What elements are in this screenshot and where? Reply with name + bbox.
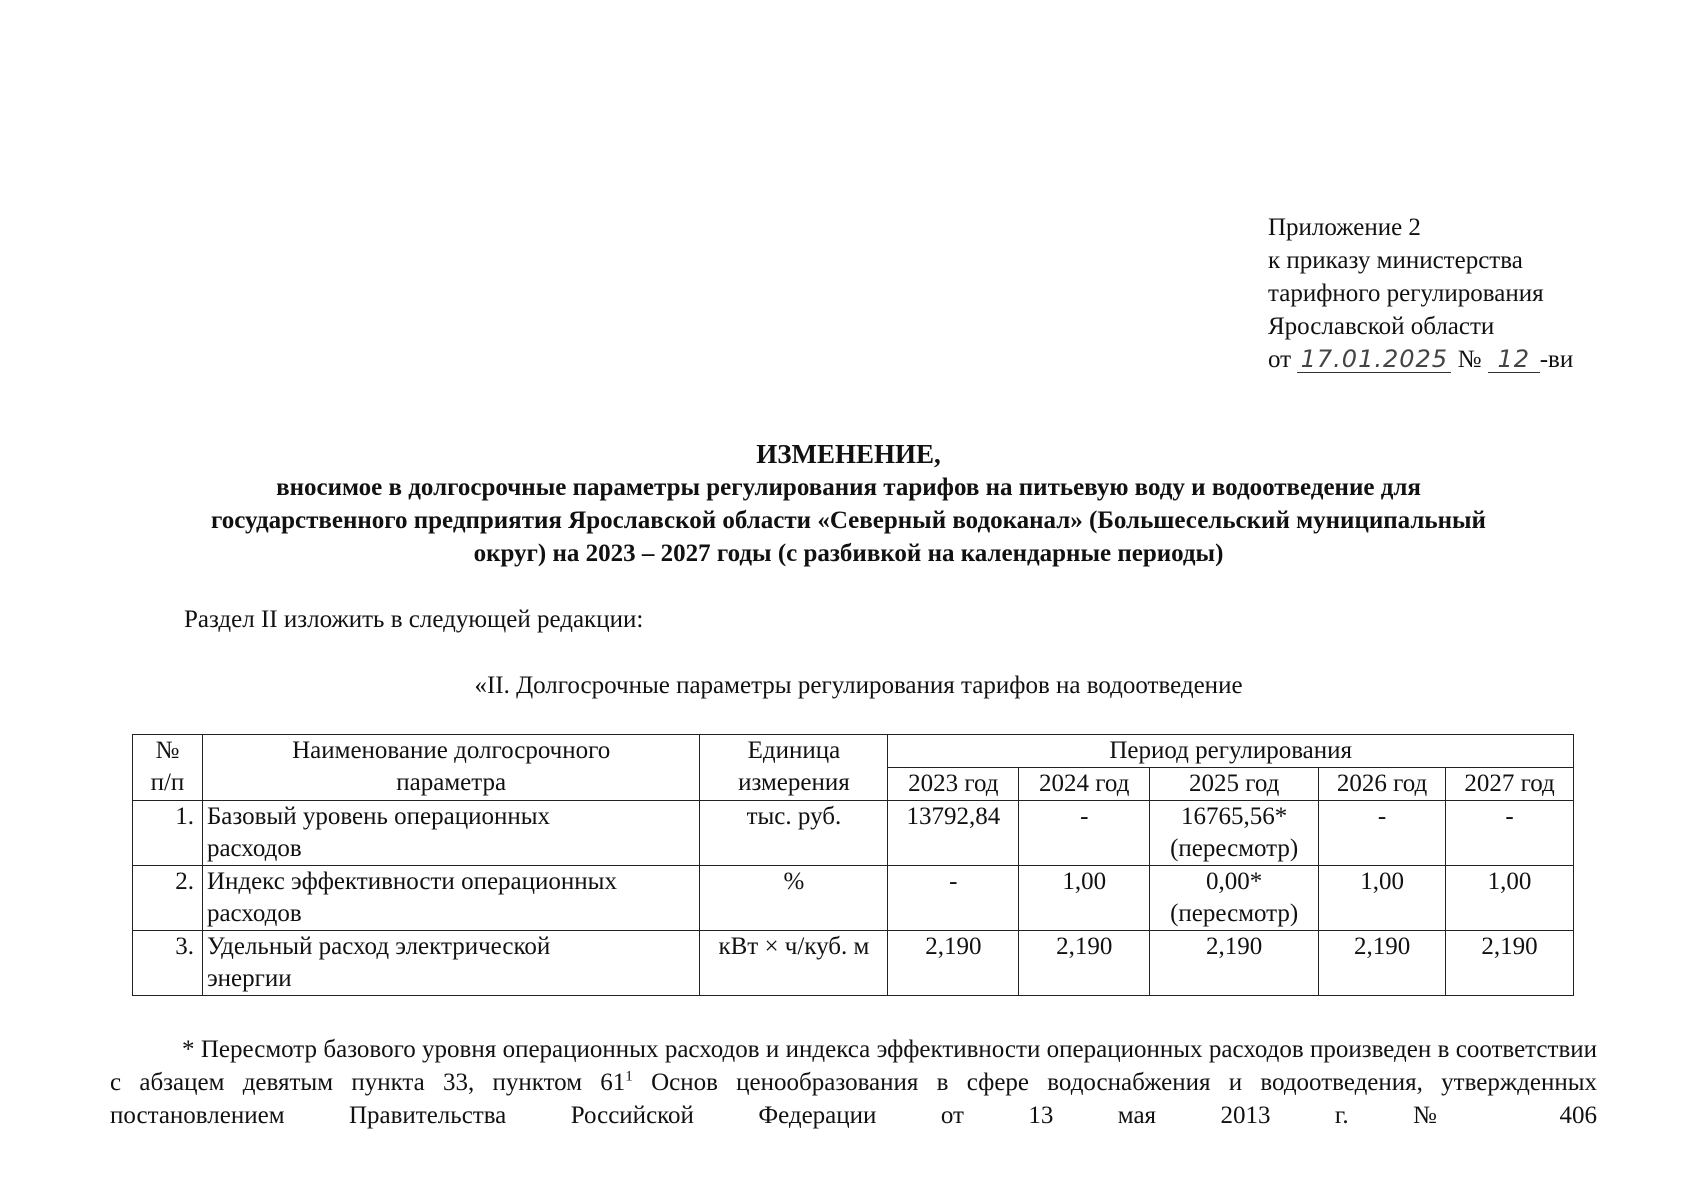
row-name-line1: Индекс эффективности операционных <box>206 868 617 895</box>
row-name-line2: расходов <box>206 900 302 927</box>
appendix-block <box>1268 211 1573 376</box>
header-name <box>202 735 700 801</box>
from-label: от <box>1268 346 1292 373</box>
row-name-line2: расходов <box>206 835 302 862</box>
appendix-line-1: Приложение 2 <box>1268 214 1421 241</box>
header-year: 2027 год <box>1446 768 1574 801</box>
row-value: 1,00 <box>1019 866 1150 931</box>
row-value-2025 <box>1150 931 1319 996</box>
number-sign: № <box>1457 346 1482 373</box>
handwritten-number: 12 <box>1488 346 1540 373</box>
table-header-row-1 <box>133 735 1574 768</box>
row-value: - <box>1319 801 1446 866</box>
row-value: - <box>1446 801 1574 866</box>
row-name-line1: Базовый уровень операционных <box>206 803 551 830</box>
row-value: - <box>1019 801 1150 866</box>
document-heading <box>100 438 1597 570</box>
row-value: 2,190 <box>1446 931 1574 996</box>
footnote-part-1: * Пересмотр базового уровня операционных расходов и индекса эффективности операционных расходов произведен в соответствии с абзацем девятым пункта 33, пунктом 61 <box>110 1036 1597 1096</box>
table-row <box>133 866 1574 931</box>
row-value: 2,190 <box>1019 931 1150 996</box>
row-unit: тыс. руб. <box>700 801 888 866</box>
header-year: 2026 год <box>1319 768 1446 801</box>
header-name-line1: Наименование долгосрочного <box>292 737 611 764</box>
header-year: 2024 год <box>1019 768 1150 801</box>
row-parameter-name <box>202 866 700 931</box>
header-period: Период регулирования <box>888 735 1574 768</box>
parameters-table <box>132 734 1574 996</box>
heading-line-3: округ) на 2023 – 2027 годы (с разбивкой на календарные периоды) <box>473 540 1224 567</box>
heading-title: ИЗМЕНЕНИЕ, <box>756 439 941 469</box>
row-value: 2,190 <box>888 931 1019 996</box>
row-number: 1. <box>133 801 203 866</box>
row-value: 1,00 <box>1319 866 1446 931</box>
appendix-line-2: к приказу министерства <box>1268 247 1523 274</box>
footnote <box>110 1033 1597 1132</box>
heading-line-1: вносимое в долгосрочные параметры регулирования тарифов на питьевую воду и водоотведение для <box>276 474 1421 501</box>
row-number: 2. <box>133 866 203 931</box>
row-parameter-name <box>202 931 700 996</box>
row-value: - <box>888 866 1019 931</box>
heading-line-2: государственного предприятия Ярославской области «Северный водоканал» (Большесельский муниципальный <box>211 507 1486 534</box>
row-value: 13792,84 <box>888 801 1019 866</box>
header-no-line2: п/п <box>150 769 185 796</box>
footnote-superscript: 1 <box>625 1068 633 1085</box>
row-name-line1: Удельный расход электрической <box>206 933 551 960</box>
row-value-2025 <box>1150 866 1319 931</box>
row-unit: % <box>700 866 888 931</box>
header-year: 2025 год <box>1150 768 1319 801</box>
table-row <box>133 801 1574 866</box>
number-suffix: -ви <box>1539 346 1574 373</box>
row-unit: кВт × ч/куб. м <box>700 931 888 996</box>
row-number: 3. <box>133 931 203 996</box>
header-unit-line1: Единица <box>747 737 841 764</box>
header-no-line1: № <box>155 737 180 764</box>
footnote-part-2: Основ ценообразования в сфере водоснабжения и водоотведения, утвержденных постановлением Правительства Российской Федерации от 13 мая 2013 г. № 406 <box>110 1069 1597 1129</box>
appendix-line-4: Ярославской области <box>1268 313 1495 340</box>
intro-text: Раздел II изложить в следующей редакции: <box>184 606 644 633</box>
row-parameter-name <box>202 801 700 866</box>
appendix-line-3: тарифного регулирования <box>1268 280 1544 307</box>
row-value: 1,00 <box>1446 866 1574 931</box>
header-year: 2023 год <box>888 768 1019 801</box>
header-unit-line2: измерения <box>738 769 850 796</box>
row-value-2025 <box>1150 801 1319 866</box>
revision-note: (пересмотр) <box>1170 835 1299 862</box>
section-title: «II. Долгосрочные параметры регулирования тарифов на водоотведение <box>474 672 1243 699</box>
value-2025: 16765,56* <box>1181 803 1288 830</box>
row-value: 2,190 <box>1319 931 1446 996</box>
value-2025: 0,00* <box>1206 868 1263 895</box>
header-unit <box>700 735 888 801</box>
header-name-line2: параметра <box>396 769 507 796</box>
revision-note: (пересмотр) <box>1170 900 1299 927</box>
appendix-date-line <box>1268 343 1573 376</box>
handwritten-date: 17.01.2025 <box>1297 346 1451 373</box>
header-no <box>133 735 203 801</box>
value-2025: 2,190 <box>1206 933 1263 960</box>
row-name-line2: энергии <box>206 965 292 992</box>
table-row <box>133 931 1574 996</box>
